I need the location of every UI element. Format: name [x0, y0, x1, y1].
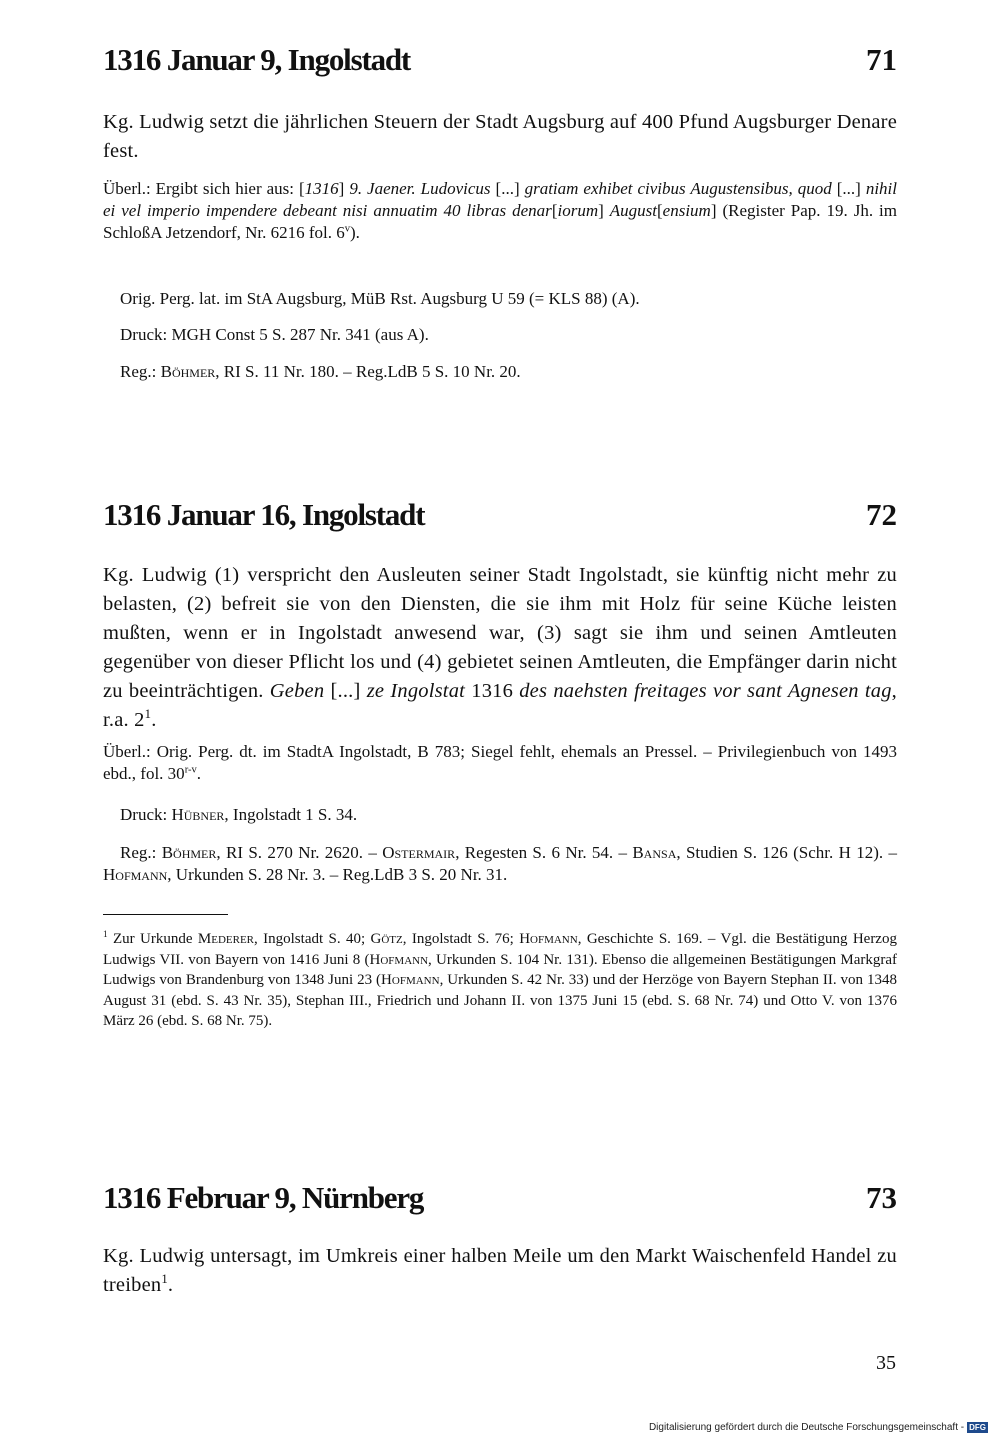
entry-71-summary: Kg. Ludwig setzt die jährlichen Steuern der Stadt Augsburg auf 400 Pfund Augsburger Denare fest. [103, 111, 897, 162]
dfg-credit [649, 1422, 988, 1433]
entry-71-number: 71 [866, 42, 897, 77]
entry-72-druck: Druck: Hübner, Ingolstadt 1 S. 34. [120, 805, 358, 824]
entry-73-summary: Kg. Ludwig untersagt, im Umkreis einer halben Meile um den Markt Waischenfeld Handel zu treiben$^1$. [103, 1245, 897, 1296]
entry-72-heading [103, 497, 897, 533]
entry-72-date-place: 1316 Januar 16, Ingolstadt [103, 497, 425, 532]
dfg-credit-text: Digitalisierung gefördert durch die Deutsche Forschungsgemeinschaft - [648, 1422, 965, 1433]
entry-72-summary: Kg. Ludwig (1) verspricht den Ausleuten seiner Stadt Ingolstadt, sie künftig nicht mehr zu belasten, (2) befreit sie von den Diensten, die sie ihm mit Holz für seine Küche leisten mußten, wenn er in Ingolstadt anwesend war, (3) sagt sie ihm und seinen Amtleuten gegenüber von dieser Pflicht los und (4) gebietet seinen Amtleuten, die Empfänger darin nicht zu beeinträchtigen. Geben [...] ze Ingolstat 1316 des naehsten freitages vor sant Agnesen tag, r.a. $2^1$. [103, 564, 897, 731]
entry-71-heading [103, 42, 897, 78]
footnote-1: $^1$ Zur Urkunde Mederer, Ingolstadt S. 40; Götz, Ingolstadt S. 76; Hofmann, Geschichte S. 169. – Vgl. die Bestätigung Herzog Ludwigs VII. von Bayern von 1416 Juni 8 (Hofmann, Urkunden S. 104 Nr. 131). Ebenso die allgemeinen Bestätigungen Markgraf Ludwigs von Brandenburg von 1348 Juni 23 (Hofmann, Urkunden S. 42 Nr. 33) und der Herzöge von Bayern Stephan II. von 1348 August 31 (ebd. S. 43 Nr. 35), Stephan III., Friedrich und Johann II. von 1375 Juni 15 (ebd. S. 68 Nr. 74) und Otto V. von 1376 März 26 (ebd. S. 68 Nr. 75). [103, 930, 897, 1029]
entry-71-date-place: 1316 Januar 9, Ingolstadt [103, 42, 411, 77]
entry-72-number: 72 [866, 497, 897, 532]
entry-71-regest: Reg.: Böhmer, RI S. 11 Nr. 180. – Reg.LdB 5 S. 10 Nr. 20. [120, 362, 521, 381]
page-number: 35 [876, 1352, 896, 1374]
entry-71-original: Orig. Perg. lat. im StA Augsburg, MüB Rst. Augsburg U 59 (= KLS 88) (A). [120, 289, 640, 308]
entry-73-heading [103, 1180, 897, 1216]
entry-72-regest: Reg.: Böhmer, RI S. 270 Nr. 2620. – Ostermair, Regesten S. 6 Nr. 54. – Bansa, Studien S. 126 (Schr. H 12). – Hofmann, Urkunden S. 28 Nr. 3. – Reg.LdB 3 S. 20 Nr. 31. [103, 843, 897, 884]
entry-71-druck: Druck: MGH Const 5 S. 287 Nr. 341 (aus A). [120, 325, 429, 344]
entry-73-number: 73 [866, 1180, 897, 1215]
entry-72-ueberlieferung: Überl.: Orig. Perg. dt. im StadtA Ingolstadt, B 783; Siegel fehlt, ehemals an Pressel. – Privilegienbuch von 1493 ebd., fol. 30$^{r-v}$. [103, 742, 897, 783]
dfg-logo-icon: DFG [969, 1423, 986, 1432]
entry-73-date-place: 1316 Februar 9, Nürnberg [103, 1180, 424, 1215]
entry-71-ueberlieferung: Überl.: Ergibt sich hier aus: [1316] 9. Jaener. Ludovicus [...] gratiam exhibet civibus Augustensibus, quod [...] nihil ei vel imperio impendere debeant nisi annuatim 40 libras denar[iorum] August[ensium] (Register Pap. 19. Jh. im SchloßA Jetzendorf, Nr. 6216 fol. 6$^v$). [103, 179, 897, 242]
footnote-rule [103, 914, 228, 915]
